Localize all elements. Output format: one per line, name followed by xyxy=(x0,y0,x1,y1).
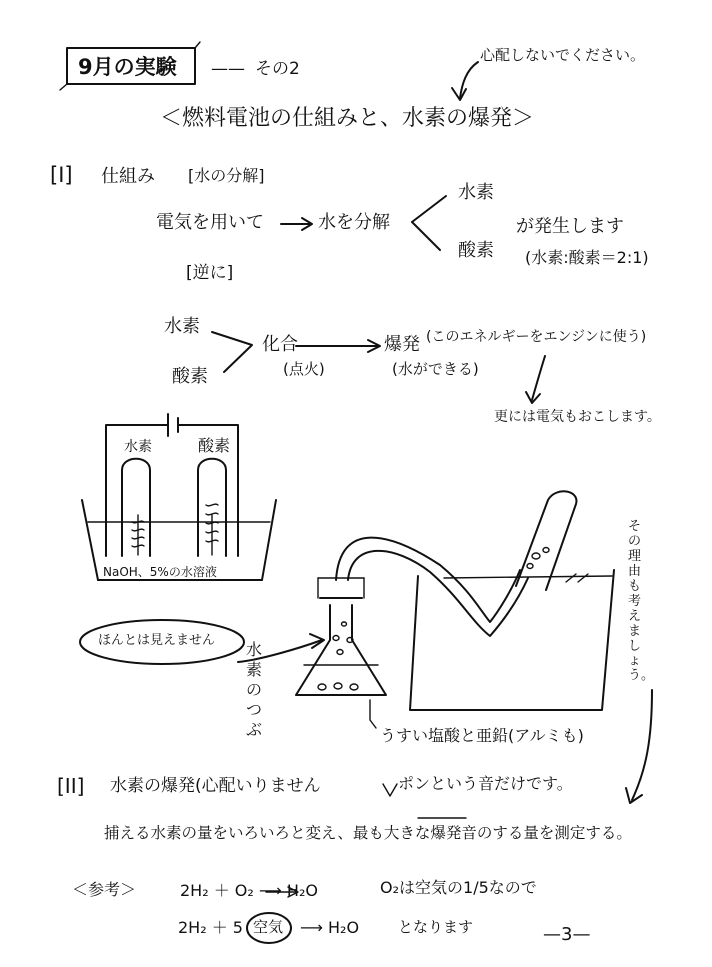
note-arrow xyxy=(460,62,478,98)
title-box-label: 9月の実験 xyxy=(78,55,177,79)
tube-hydrogen-label: 水素 xyxy=(124,439,152,455)
electricity-arrow xyxy=(532,356,545,400)
product-oxygen: 酸素 xyxy=(458,240,494,261)
page-number: —3— xyxy=(543,924,591,945)
note-text: 心配しないでください。 xyxy=(480,46,646,64)
reference-eq2-circled: 空気 xyxy=(253,918,284,936)
reference-eq2-left: 2H₂ ＋ 5 xyxy=(178,918,243,937)
electrolysis-apparatus xyxy=(82,414,276,580)
acid-label: うすい塩酸と亜鉛(アルミも) xyxy=(380,726,584,745)
reference-eq1: 2H₂ ＋ O₂ ⟶ H₂O xyxy=(180,881,318,900)
hydrogen-flask xyxy=(296,538,528,728)
energy-text: (このエネルギーをエンジンに使う) xyxy=(426,329,647,345)
reference-note: O₂は空気の1/5なので xyxy=(380,878,537,897)
bubbles-label: 水素のつぶ xyxy=(246,640,263,739)
tube-oxygen-label: 酸素 xyxy=(198,436,231,455)
explode-text: 爆発 xyxy=(384,334,420,355)
product-hydrogen: 水素 xyxy=(458,182,494,203)
reference-eq2-note: となります xyxy=(398,918,474,936)
section2-label: [II] xyxy=(57,774,85,798)
reference-label: ＜参考＞ xyxy=(72,880,137,899)
section2-sound: ポンという音だけです。 xyxy=(398,774,573,793)
solution-label: NaOH、5%の水溶液 xyxy=(103,565,217,579)
branch-up xyxy=(412,196,446,222)
reason-arrow xyxy=(632,690,652,800)
ratio-text: (水素:酸素＝2:1) xyxy=(525,248,649,267)
section1-subtitle: [水の分解] xyxy=(188,166,265,185)
generated-text: が発生します xyxy=(516,216,624,237)
section1-title: 仕組み xyxy=(101,166,155,187)
water-decompose: 水を分解 xyxy=(318,212,390,233)
reference-eq2-right: ⟶ H₂O xyxy=(300,918,360,937)
section2-text2: 捕える水素の量をいろいろと変え、最も大きな爆発音のする量を測定する。 xyxy=(104,824,632,842)
ignite-text: (点火) xyxy=(283,360,325,378)
main-title: ＜燃料電池の仕組みと、水素の爆発＞ xyxy=(160,106,535,131)
electricity-text: 更には電気もおこします。 xyxy=(494,409,661,425)
reason-vertical: その理由も考えましょう。 xyxy=(628,519,655,684)
reverse-label: [逆に] xyxy=(186,263,234,283)
electrolysis-line: 電気を用いて xyxy=(156,212,264,233)
branch-down xyxy=(412,222,440,250)
water-tank xyxy=(410,491,614,710)
water-made-text: (水ができる) xyxy=(392,360,479,378)
reactant-hydrogen: 水素 xyxy=(164,316,200,337)
reactant-oxygen: 酸素 xyxy=(172,366,208,387)
title-part: その2 xyxy=(255,59,300,79)
section2-text: 水素の爆発(心配いりません xyxy=(110,776,321,796)
bubble-note: ほんとは見えません xyxy=(98,633,216,648)
section1-label: [I] xyxy=(50,163,73,187)
title-dash: —— xyxy=(211,59,245,79)
combine-text: 化合 xyxy=(262,334,298,355)
merge-brace xyxy=(212,332,252,372)
